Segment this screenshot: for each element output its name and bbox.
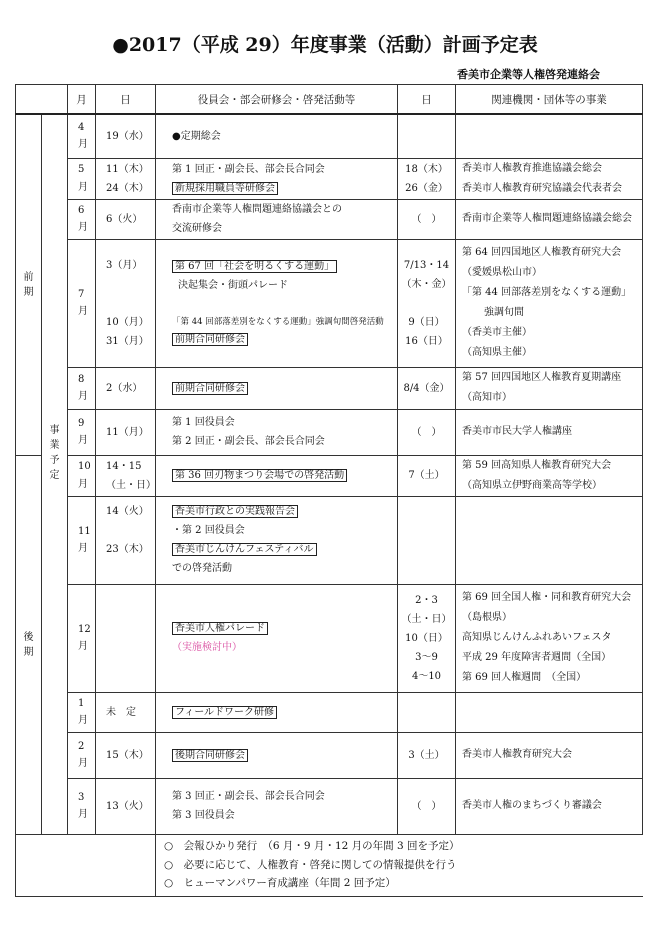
event-text: 第 2 回正・副会長、部会長合同会 — [172, 436, 325, 447]
related-cell — [456, 409, 643, 455]
date-text: 26（金） — [405, 182, 448, 194]
month-text: 月 — [78, 435, 88, 446]
month-text: 月 — [78, 543, 88, 554]
related-text: （島根県） — [462, 612, 512, 623]
table-row — [16, 584, 643, 692]
day-text: 13（火） — [106, 800, 149, 812]
event-text: 第 1 回正・副会長、部会長合同会 — [172, 163, 325, 175]
table-row — [16, 732, 643, 778]
related-text: 平成 29 年度障害者週間（全国） — [462, 652, 612, 663]
event-line — [172, 466, 397, 485]
date-text: 8/4（金） — [403, 382, 450, 394]
day-cell — [96, 239, 156, 367]
day-text: 10（月） — [106, 316, 149, 328]
events-cell — [156, 409, 398, 455]
event-line — [172, 540, 397, 559]
event-text: 第 3 回正・副会長、部会長合同会 — [172, 791, 325, 802]
event-line — [172, 806, 397, 825]
month-cell — [68, 732, 96, 778]
month-text: 月 — [78, 758, 88, 769]
month-cell — [68, 692, 96, 732]
date-cell — [398, 496, 456, 584]
related-text: 第 69 回全国人権・同和教育研究大会 — [462, 592, 632, 603]
day-text — [106, 521, 155, 540]
related-text: （高知県主催） — [462, 347, 532, 358]
month-text: 8 — [78, 373, 85, 385]
related-text: 「第 44 回部落差別をなくする運動」 — [462, 287, 632, 298]
month-text: 7 — [78, 288, 85, 300]
day-text: 3（月） — [106, 259, 143, 271]
event-boxed-text: 前期合同研修会 — [172, 333, 248, 346]
day-cell — [96, 199, 156, 239]
related-text: （香美市主催） — [462, 327, 532, 338]
event-line — [172, 314, 397, 330]
page-title: ●2017（平成 29）年度事業（活動）計画予定表 — [112, 34, 538, 56]
month-text: 月 — [78, 715, 88, 726]
header-month: 月 — [68, 85, 96, 115]
month-text: 月 — [78, 181, 88, 193]
event-line — [172, 746, 397, 765]
related-text: 香美市人権教育推進協議会総会 — [462, 162, 602, 174]
notes-row — [16, 834, 643, 896]
day-cell — [96, 692, 156, 732]
day-cell — [96, 158, 156, 199]
date-text: （ ） — [411, 213, 442, 225]
related-text: 第 69 回人権週間 （全国） — [462, 672, 587, 683]
event-text: 香南市企業等人権問題連絡協議会との — [172, 204, 342, 215]
events-cell — [156, 496, 398, 584]
table-row — [16, 367, 643, 409]
month-cell — [68, 455, 96, 496]
day-text: 31（月） — [106, 335, 149, 347]
event-line — [172, 179, 397, 198]
month-text: 4 — [78, 121, 85, 133]
notes-list — [156, 834, 643, 896]
event-line — [172, 295, 397, 314]
event-text: ●定期総会 — [172, 130, 221, 142]
month-cell — [68, 584, 96, 692]
plan-char: 業 — [49, 439, 60, 451]
events-cell — [156, 692, 398, 732]
day-text — [106, 275, 155, 294]
event-line — [172, 276, 397, 295]
date-cell — [398, 584, 456, 692]
plan-label-top — [42, 114, 68, 409]
header-day: 日 — [96, 85, 156, 115]
period-char: 後 — [23, 631, 34, 643]
header-related: 関連機関・団体等の事業 — [456, 85, 643, 115]
related-text: 香美市人権教育研究大会 — [462, 749, 572, 760]
plan-label-bottom — [42, 496, 68, 834]
event-boxed-text: 香美市じんけんフェスティバル — [172, 543, 317, 556]
period-char: 期 — [23, 646, 34, 658]
event-line — [172, 330, 397, 349]
event-line — [172, 413, 397, 432]
events-cell — [156, 114, 398, 158]
related-text: （愛媛県松山市） — [462, 267, 542, 278]
event-text: 交流研修会 — [172, 223, 222, 234]
month-cell — [68, 114, 96, 158]
day-text: 2（水） — [106, 382, 143, 394]
event-line — [172, 160, 397, 179]
event-boxed-text: 新規採用職員等研修会 — [172, 182, 278, 195]
related-text: 第 64 回四国地区人権教育研究大会 — [462, 247, 622, 258]
table-row — [16, 409, 643, 455]
related-text: （高知県立伊野商業高等学校） — [462, 479, 602, 491]
month-cell — [68, 778, 96, 834]
day-text — [106, 559, 155, 578]
event-text: 第 1 回役員会 — [172, 417, 235, 428]
header-row — [16, 85, 643, 115]
table-row — [16, 158, 643, 199]
period-label-first — [16, 114, 42, 455]
date-text: 3（土） — [408, 749, 445, 761]
event-boxed-text: 前期合同研修会 — [172, 382, 248, 395]
month-cell — [68, 158, 96, 199]
date-cell — [398, 114, 456, 158]
month-text: 2 — [78, 740, 85, 752]
related-text: 香美市人権のまちづくり審議会 — [462, 800, 602, 811]
month-text: 6 — [78, 204, 85, 216]
related-cell — [456, 239, 643, 367]
event-line — [172, 787, 397, 806]
date-cell — [398, 409, 456, 455]
month-text: 9 — [78, 417, 85, 429]
date-text: 3〜9 — [415, 651, 438, 663]
event-line — [172, 379, 397, 398]
day-text: （土・日） — [106, 479, 156, 491]
day-cell — [96, 778, 156, 834]
month-text: 11 — [78, 525, 91, 537]
month-cell — [68, 239, 96, 367]
day-text: 14・15 — [106, 460, 142, 472]
date-text: 16（日） — [405, 335, 448, 347]
date-cell — [398, 455, 456, 496]
month-text: 10 — [78, 461, 91, 472]
related-cell — [456, 692, 643, 732]
related-text: 高知県じんけんふれあいフェスタ — [462, 632, 612, 643]
table-row — [16, 239, 643, 367]
table-row — [16, 692, 643, 732]
day-cell — [96, 367, 156, 409]
table-row — [16, 496, 643, 584]
month-text: 月 — [78, 641, 88, 652]
date-text: （ ） — [411, 800, 442, 812]
event-line — [172, 502, 397, 521]
day-text: 15（木） — [106, 749, 149, 761]
organization-name: 香美市企業等人権啓発連絡会 — [457, 68, 600, 81]
related-cell — [456, 732, 643, 778]
events-cell — [156, 455, 398, 496]
note-item: ○ ヒューマンパワー育成講座（年間 2 回予定） — [164, 877, 396, 890]
event-line — [172, 619, 397, 638]
table-row — [16, 455, 643, 496]
related-text: 第 57 回四国地区人権教育夏期講座 — [462, 372, 622, 383]
table-row — [16, 778, 643, 834]
month-cell — [68, 367, 96, 409]
plan-char: 予 — [49, 454, 60, 466]
date-cell — [398, 239, 456, 367]
day-cell — [96, 732, 156, 778]
plan-char: 定 — [49, 469, 60, 481]
header-date: 日 — [398, 85, 456, 115]
event-line — [172, 638, 397, 657]
period-char: 前 — [23, 271, 34, 283]
day-text: 未 定 — [106, 706, 136, 718]
plan-char: 事 — [49, 424, 60, 436]
period-char: 期 — [23, 286, 34, 298]
day-text: 14（火） — [106, 506, 149, 517]
day-cell — [96, 584, 156, 692]
related-cell — [456, 367, 643, 409]
date-text: 2・3 — [415, 594, 438, 606]
event-boxed-text: 第 36 回刃物まつり会場での啓発活動 — [172, 469, 347, 482]
date-cell — [398, 778, 456, 834]
event-boxed-text: 香美市人権パレード — [172, 622, 268, 635]
day-text: 24（木） — [106, 182, 149, 194]
related-cell — [456, 199, 643, 239]
related-cell — [456, 158, 643, 199]
month-cell — [68, 199, 96, 239]
header-blank — [16, 85, 68, 115]
day-text: 11（木） — [106, 163, 149, 175]
event-boxed-text: フィールドワーク研修 — [172, 706, 277, 719]
events-cell — [156, 158, 398, 199]
day-text: 11（月） — [106, 426, 149, 438]
event-boxed-text: 第 67 回「社会を明るくする運動」 — [172, 260, 337, 273]
month-text: 月 — [78, 391, 88, 402]
date-text: 7（土） — [408, 470, 445, 481]
related-cell — [456, 455, 643, 496]
related-text: （高知市） — [462, 392, 512, 403]
period-label-second — [16, 455, 42, 834]
month-text: 1 — [78, 697, 85, 709]
event-text: 決起集会・街頭パレード — [178, 279, 288, 291]
month-text: 月 — [78, 222, 88, 233]
day-text: 23（木） — [106, 544, 149, 555]
day-cell — [96, 496, 156, 584]
table-row — [16, 199, 643, 239]
date-text: （ ） — [411, 426, 442, 438]
month-text: 3 — [78, 791, 85, 803]
schedule-table — [15, 84, 643, 897]
note-item: ○ 必要に応じて、人権教育・啓発に関しての情報提供を行う — [164, 858, 457, 871]
event-line — [172, 432, 397, 451]
events-cell — [156, 732, 398, 778]
event-line — [172, 127, 397, 146]
date-text: 9（日） — [408, 316, 445, 328]
event-line — [172, 257, 397, 276]
event-text: 第 3 回役員会 — [172, 810, 235, 821]
related-cell — [456, 114, 643, 158]
related-text: 第 59 回高知県人権教育研究大会 — [462, 459, 612, 471]
event-text: 「第 44 回部落差別をなくする運動」強調旬間啓発活動 — [172, 316, 384, 327]
date-cell — [398, 367, 456, 409]
events-cell — [156, 199, 398, 239]
month-text: 12 — [78, 623, 91, 635]
date-text: （土・日） — [401, 613, 452, 625]
month-text: 月 — [78, 809, 88, 820]
related-text: 香美市市民大学人権講座 — [462, 426, 572, 437]
day-text: 19（水） — [106, 130, 149, 142]
date-cell — [398, 158, 456, 199]
month-text: 月 — [78, 139, 88, 151]
date-cell — [398, 732, 456, 778]
event-boxed-text: 香美市行政との実践報告会 — [172, 505, 298, 518]
notes-blank — [16, 834, 156, 896]
date-text: 10（日） — [405, 632, 448, 644]
header-events: 役員会・部会研修会・啓発活動等 — [156, 85, 398, 115]
event-line — [172, 559, 397, 578]
event-boxed-text: 後期合同研修会 — [172, 749, 248, 762]
day-text: 6（火） — [106, 213, 143, 225]
month-text: 月 — [78, 478, 88, 490]
events-cell — [156, 778, 398, 834]
event-line — [172, 219, 397, 238]
note-item: ○ 会報ひかり発行 （6 月・9 月・12 月の年間 3 回を予定） — [164, 839, 460, 852]
day-cell — [96, 455, 156, 496]
event-line — [172, 521, 397, 540]
date-text: 18（木） — [405, 163, 448, 175]
related-cell — [456, 584, 643, 692]
month-text: 5 — [78, 164, 85, 175]
related-text: 香南市企業等人権問題連絡協議会総会 — [462, 213, 632, 224]
plan-label — [42, 409, 68, 496]
date-cell — [398, 692, 456, 732]
day-text — [106, 294, 155, 313]
day-cell — [96, 114, 156, 158]
event-text: での啓発活動 — [172, 563, 232, 574]
event-line — [172, 200, 397, 219]
table-row — [16, 114, 643, 158]
date-text: （木・金） — [401, 278, 452, 290]
events-cell — [156, 584, 398, 692]
date-text — [398, 294, 455, 313]
event-text: ・第 2 回役員会 — [172, 525, 245, 536]
event-text — [172, 299, 175, 310]
day-cell — [96, 409, 156, 455]
month-cell — [68, 409, 96, 455]
date-text: 7/13・14 — [403, 259, 450, 271]
date-cell — [398, 199, 456, 239]
month-text: 月 — [78, 306, 88, 317]
event-line — [172, 703, 397, 722]
month-cell — [68, 496, 96, 584]
events-cell — [156, 367, 398, 409]
event-text: （実施検討中） — [172, 642, 242, 653]
date-text: 4〜10 — [411, 670, 442, 682]
related-cell — [456, 496, 643, 584]
events-cell — [156, 239, 398, 367]
related-cell — [456, 778, 643, 834]
related-text: 香美市人権教育研究協議会代表者会 — [462, 182, 622, 194]
related-text: 強調旬間 — [484, 307, 524, 318]
